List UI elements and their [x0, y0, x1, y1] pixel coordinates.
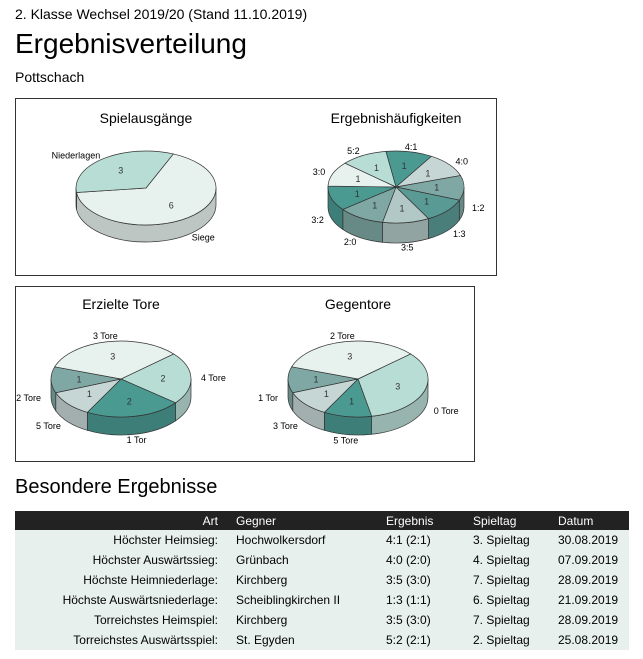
pie-value-3-tore: 1 — [323, 389, 329, 400]
cell-gegner: St. Egyden — [236, 630, 386, 650]
table-row — [15, 610, 629, 630]
pie-label-2-tore: 2 Tore — [16, 392, 42, 403]
pie-label-4-1: 4:1 — [404, 142, 418, 153]
chart-box-1 — [15, 98, 497, 276]
cell-art: Höchster Heimsieg: — [15, 530, 236, 550]
pie-label-0-tore: 0 Tore — [433, 406, 459, 417]
chart-title-4: Gegentore — [324, 296, 392, 312]
pie-label-3-0: 3:0 — [312, 167, 326, 178]
pie-value-2-tore: 1 — [76, 374, 82, 385]
cell-datum: 21.09.2019 — [558, 590, 629, 610]
section-title: Besondere Ergebnisse — [15, 476, 218, 498]
chart-panel-2 — [16, 287, 474, 461]
table-header-row — [15, 511, 629, 530]
chart-title-3: Erzielte Tore — [82, 296, 160, 312]
cell-spieltag: 2. Spieltag — [473, 630, 558, 650]
cell-gegner: Kirchberg — [236, 570, 386, 590]
cell-spieltag: 6. Spieltag — [473, 590, 558, 610]
col-header-spieltag: Spieltag — [473, 511, 558, 530]
pie-label-3-tore: 3 Tore — [272, 421, 298, 432]
pie-value-5-tore: 1 — [86, 389, 92, 400]
pie-label-3-2: 3:2 — [311, 214, 324, 225]
results-table — [15, 511, 629, 650]
pie-value-2-tore: 3 — [347, 351, 353, 362]
cell-ergebnis: 3:5 (3:0) — [386, 610, 473, 630]
pie-label-1-tor: 1 Tor — [258, 392, 279, 403]
pie-value-3-0: 1 — [355, 174, 361, 185]
pie-label-5-tore: 5 Tore — [35, 421, 61, 432]
page-subtitle: 2. Klasse Wechsel 2019/20 (Stand 11.10.2019) — [15, 6, 308, 22]
cell-datum: 28.09.2019 — [558, 610, 629, 630]
cell-datum: 30.08.2019 — [558, 530, 629, 550]
cell-datum: 07.09.2019 — [558, 550, 629, 570]
cell-spieltag: 3. Spieltag — [473, 530, 558, 550]
cell-datum: 25.08.2019 — [558, 630, 629, 650]
cell-gegner: Grünbach — [236, 550, 386, 570]
pie-value-4-tore: 2 — [160, 373, 166, 384]
pie-value-3-5: 1 — [399, 203, 405, 214]
pie-label-niederlagen: Niederlagen — [51, 150, 101, 161]
cell-art: Höchste Heimniederlage: — [15, 570, 236, 590]
table-row — [15, 530, 629, 550]
table-row — [15, 630, 629, 650]
pie-value-3-2: 1 — [354, 188, 360, 199]
cell-spieltag: 7. Spieltag — [473, 610, 558, 630]
chart-title-2: Ergebnishäufigkeiten — [330, 110, 462, 126]
cell-art: Torreichstes Auswärtsspiel: — [15, 630, 236, 650]
pie-value-2-0: 1 — [372, 200, 378, 211]
pie-value-3-tore: 3 — [110, 351, 116, 362]
pie-label-2-0: 2:0 — [343, 236, 357, 247]
pie-label-4-0: 4:0 — [455, 156, 468, 167]
pie-value-siege: 6 — [168, 200, 174, 211]
pie-label-siege: Siege — [191, 232, 215, 243]
table-row — [15, 570, 629, 590]
pie-value-5-tore: 1 — [349, 396, 355, 407]
cell-art: Torreichstes Heimspiel: — [15, 610, 236, 630]
pie-value-1-3: 1 — [424, 196, 430, 207]
team-name: Pottschach — [15, 69, 85, 85]
page-title: Ergebnisverteilung — [15, 28, 247, 59]
pie-label-1-3: 1:3 — [452, 229, 466, 240]
pie-label-5-tore: 5 Tore — [333, 435, 359, 446]
pie-value-5-2: 1 — [373, 163, 380, 174]
pie-value-1-tor: 2 — [126, 396, 132, 407]
pie-label-1-2: 1:2 — [471, 203, 485, 214]
cell-datum: 28.09.2019 — [558, 570, 629, 590]
cell-gegner: Kirchberg — [236, 610, 386, 630]
pie-label-3-tore: 3 Tore — [92, 330, 118, 341]
cell-ergebnis: 5:2 (2:1) — [386, 630, 473, 650]
pie-value-1-tor: 1 — [313, 374, 319, 385]
pie-label-3-5: 3:5 — [401, 242, 414, 253]
pie-label-5-2: 5:2 — [347, 146, 360, 157]
cell-art: Höchster Auswärtssieg: — [15, 550, 236, 570]
col-header-datum: Datum — [558, 511, 629, 530]
table-row — [15, 590, 629, 610]
cell-art: Höchste Auswärtsniederlage: — [15, 590, 236, 610]
col-header-gegner: Gegner — [236, 511, 386, 530]
pie-value-1-2: 1 — [434, 182, 440, 193]
table-row — [15, 550, 629, 570]
cell-ergebnis: 4:0 (2:0) — [386, 550, 473, 570]
cell-gegner: Hochwolkersdorf — [236, 530, 386, 550]
col-header-ergebnis: Ergebnis — [386, 511, 473, 530]
pie-label-2-tore: 2 Tore — [329, 330, 355, 341]
pie-label-1-tor: 1 Tor — [126, 435, 147, 446]
cell-ergebnis: 4:1 (2:1) — [386, 530, 473, 550]
cell-gegner: Scheiblingkirchen II — [236, 590, 386, 610]
chart-title-1: Spielausgänge — [99, 110, 193, 126]
chart-box-2 — [15, 286, 475, 462]
cell-ergebnis: 1:3 (1:1) — [386, 590, 473, 610]
pie-value-4-0: 1 — [425, 168, 431, 179]
cell-spieltag: 7. Spieltag — [473, 570, 558, 590]
col-header-art: Art — [15, 511, 236, 530]
pie-value-0-tore: 3 — [395, 381, 401, 392]
chart-panel-1 — [16, 99, 496, 275]
pie-value-niederlagen: 3 — [118, 165, 124, 176]
pie-value-4-1: 1 — [401, 160, 407, 171]
cell-ergebnis: 3:5 (3:0) — [386, 570, 473, 590]
pie-label-4-tore: 4 Tore — [200, 373, 226, 384]
cell-spieltag: 4. Spieltag — [473, 550, 558, 570]
